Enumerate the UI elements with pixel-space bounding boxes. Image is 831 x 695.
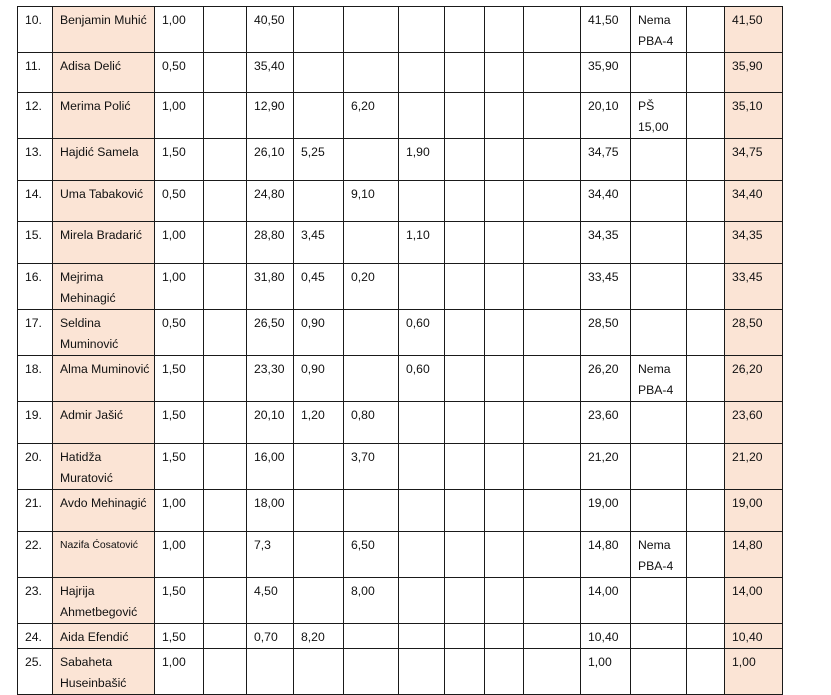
- cell-c10: 41,50: [581, 7, 631, 53]
- cell-c9: [524, 310, 581, 356]
- cell-c12: [687, 53, 725, 93]
- cell-c7: [445, 139, 485, 181]
- cell-c8: [485, 356, 524, 402]
- row-number: 16.: [18, 264, 53, 310]
- cell-c4: [294, 649, 344, 695]
- cell-c12: [687, 444, 725, 490]
- cell-c1: 1,00: [155, 222, 204, 264]
- table-row: [18, 444, 783, 490]
- cell-c3: 7,3: [247, 532, 294, 578]
- cell-c9: [524, 139, 581, 181]
- row-number: 22.: [18, 532, 53, 578]
- final-score: 34,40: [725, 181, 783, 222]
- cell-c9: [524, 578, 581, 624]
- cell-c6: [399, 93, 445, 139]
- cell-c3: 16,00: [247, 444, 294, 490]
- cell-c12: [687, 7, 725, 53]
- cell-c4: [294, 444, 344, 490]
- row-number: 20.: [18, 444, 53, 490]
- cell-c1: 1,50: [155, 624, 204, 649]
- table-row: [18, 7, 783, 53]
- cell-c8: [485, 532, 524, 578]
- cell-c4: [294, 93, 344, 139]
- cell-c5: 6,50: [344, 532, 399, 578]
- cell-c7: [445, 402, 485, 444]
- table-row: [18, 93, 783, 139]
- cell-c5: [344, 53, 399, 93]
- cell-c3: 26,50: [247, 310, 294, 356]
- cell-c11: [631, 310, 687, 356]
- cell-c6: [399, 181, 445, 222]
- row-number: 12.: [18, 93, 53, 139]
- row-number: 11.: [18, 53, 53, 93]
- cell-c2: [204, 356, 247, 402]
- cell-c8: [485, 93, 524, 139]
- cell-c12: [687, 310, 725, 356]
- cell-c7: [445, 490, 485, 532]
- cell-c12: [687, 222, 725, 264]
- participant-name: Nazifa Ćosatović: [53, 532, 155, 578]
- cell-c12: [687, 402, 725, 444]
- cell-c2: [204, 532, 247, 578]
- participant-name: Aida Efendić: [53, 624, 155, 649]
- cell-c10: 14,80: [581, 532, 631, 578]
- row-number: 19.: [18, 402, 53, 444]
- cell-c5: [344, 490, 399, 532]
- cell-c1: 1,50: [155, 402, 204, 444]
- cell-c12: [687, 181, 725, 222]
- participant-name: Sabaheta Huseinbašić: [53, 649, 155, 695]
- row-number: 24.: [18, 624, 53, 649]
- cell-c6: [399, 649, 445, 695]
- cell-c8: [485, 578, 524, 624]
- cell-c12: [687, 356, 725, 402]
- cell-c2: [204, 490, 247, 532]
- cell-c6: 0,60: [399, 310, 445, 356]
- cell-c1: 1,00: [155, 649, 204, 695]
- cell-c9: [524, 624, 581, 649]
- cell-c1: 1,00: [155, 264, 204, 310]
- cell-c10: 23,60: [581, 402, 631, 444]
- cell-c11: [631, 578, 687, 624]
- cell-c10: 26,20: [581, 356, 631, 402]
- cell-c5: 0,80: [344, 402, 399, 444]
- cell-c12: [687, 532, 725, 578]
- cell-c7: [445, 624, 485, 649]
- cell-c5: [344, 222, 399, 264]
- cell-c11: Nema PBA-4: [631, 532, 687, 578]
- cell-c12: [687, 264, 725, 310]
- cell-c10: 19,00: [581, 490, 631, 532]
- cell-c2: [204, 649, 247, 695]
- cell-c4: 3,45: [294, 222, 344, 264]
- cell-c10: 10,40: [581, 624, 631, 649]
- cell-c11: [631, 490, 687, 532]
- cell-c6: [399, 53, 445, 93]
- results-table: [17, 6, 783, 695]
- table-body: [18, 7, 783, 695]
- participant-name: Avdo Mehinagić: [53, 490, 155, 532]
- cell-c9: [524, 222, 581, 264]
- cell-c6: [399, 490, 445, 532]
- cell-c8: [485, 139, 524, 181]
- final-score: 34,35: [725, 222, 783, 264]
- row-number: 23.: [18, 578, 53, 624]
- cell-c9: [524, 93, 581, 139]
- cell-c11: [631, 139, 687, 181]
- cell-c4: [294, 578, 344, 624]
- cell-c6: [399, 402, 445, 444]
- cell-c6: 1,10: [399, 222, 445, 264]
- participant-name: Hatidža Muratović: [53, 444, 155, 490]
- cell-c6: [399, 444, 445, 490]
- cell-c10: 33,45: [581, 264, 631, 310]
- cell-c4: [294, 7, 344, 53]
- cell-c11: [631, 444, 687, 490]
- final-score: 14,00: [725, 578, 783, 624]
- cell-c5: 3,70: [344, 444, 399, 490]
- cell-c10: 21,20: [581, 444, 631, 490]
- cell-c1: 0,50: [155, 53, 204, 93]
- cell-c1: 0,50: [155, 181, 204, 222]
- final-score: 14,80: [725, 532, 783, 578]
- table-row: [18, 264, 783, 310]
- table-row: [18, 53, 783, 93]
- final-score: 28,50: [725, 310, 783, 356]
- cell-c10: 14,00: [581, 578, 631, 624]
- cell-c6: [399, 578, 445, 624]
- cell-c4: 1,20: [294, 402, 344, 444]
- cell-c5: [344, 356, 399, 402]
- final-score: 23,60: [725, 402, 783, 444]
- cell-c8: [485, 7, 524, 53]
- cell-c11: [631, 402, 687, 444]
- cell-c11: Nema PBA-4: [631, 7, 687, 53]
- cell-c3: 20,10: [247, 402, 294, 444]
- cell-c6: 0,60: [399, 356, 445, 402]
- cell-c7: [445, 444, 485, 490]
- cell-c8: [485, 310, 524, 356]
- cell-c9: [524, 402, 581, 444]
- row-number: 21.: [18, 490, 53, 532]
- cell-c8: [485, 444, 524, 490]
- table-row: [18, 624, 783, 649]
- cell-c4: [294, 490, 344, 532]
- cell-c1: 1,00: [155, 532, 204, 578]
- cell-c3: 12,90: [247, 93, 294, 139]
- row-number: 25.: [18, 649, 53, 695]
- cell-c1: 1,50: [155, 356, 204, 402]
- final-score: 34,75: [725, 139, 783, 181]
- participant-name: Adisa Delić: [53, 53, 155, 93]
- cell-c8: [485, 264, 524, 310]
- cell-c6: [399, 7, 445, 53]
- cell-c5: 0,20: [344, 264, 399, 310]
- cell-c4: [294, 53, 344, 93]
- cell-c9: [524, 181, 581, 222]
- cell-c5: [344, 310, 399, 356]
- cell-c11: [631, 624, 687, 649]
- participant-name: Hajdić Samela: [53, 139, 155, 181]
- cell-c4: 0,90: [294, 356, 344, 402]
- table-row: [18, 649, 783, 695]
- cell-c3: 0,70: [247, 624, 294, 649]
- cell-c11: PŠ 15,00: [631, 93, 687, 139]
- cell-c3: 40,50: [247, 7, 294, 53]
- cell-c11: [631, 264, 687, 310]
- cell-c11: Nema PBA-4: [631, 356, 687, 402]
- table-row: [18, 402, 783, 444]
- table-row: [18, 181, 783, 222]
- cell-c5: 8,00: [344, 578, 399, 624]
- cell-c3: 28,80: [247, 222, 294, 264]
- cell-c7: [445, 356, 485, 402]
- cell-c12: [687, 490, 725, 532]
- table-row: [18, 139, 783, 181]
- cell-c1: 1,50: [155, 444, 204, 490]
- cell-c7: [445, 310, 485, 356]
- participant-name: Admir Jašić: [53, 402, 155, 444]
- cell-c3: 35,40: [247, 53, 294, 93]
- cell-c11: [631, 222, 687, 264]
- row-number: 18.: [18, 356, 53, 402]
- cell-c3: 24,80: [247, 181, 294, 222]
- cell-c3: 18,00: [247, 490, 294, 532]
- cell-c9: [524, 264, 581, 310]
- participant-name: Benjamin Muhić: [53, 7, 155, 53]
- cell-c7: [445, 181, 485, 222]
- cell-c5: [344, 624, 399, 649]
- cell-c9: [524, 532, 581, 578]
- cell-c3: 23,30: [247, 356, 294, 402]
- cell-c7: [445, 649, 485, 695]
- cell-c12: [687, 139, 725, 181]
- cell-c12: [687, 649, 725, 695]
- cell-c7: [445, 93, 485, 139]
- table-row: [18, 222, 783, 264]
- table-row: [18, 578, 783, 624]
- cell-c7: [445, 7, 485, 53]
- table-row: [18, 356, 783, 402]
- cell-c9: [524, 7, 581, 53]
- cell-c10: 34,35: [581, 222, 631, 264]
- table-row: [18, 490, 783, 532]
- cell-c3: [247, 649, 294, 695]
- participant-name: Alma Muminović: [53, 356, 155, 402]
- final-score: 1,00: [725, 649, 783, 695]
- participant-name: Hajrija Ahmetbegović: [53, 578, 155, 624]
- cell-c9: [524, 649, 581, 695]
- cell-c6: [399, 624, 445, 649]
- final-score: 33,45: [725, 264, 783, 310]
- cell-c4: 5,25: [294, 139, 344, 181]
- cell-c1: 1,00: [155, 93, 204, 139]
- table-row: [18, 310, 783, 356]
- cell-c11: [631, 181, 687, 222]
- row-number: 10.: [18, 7, 53, 53]
- cell-c10: 34,40: [581, 181, 631, 222]
- cell-c1: 1,50: [155, 578, 204, 624]
- cell-c2: [204, 7, 247, 53]
- cell-c7: [445, 222, 485, 264]
- cell-c8: [485, 402, 524, 444]
- cell-c9: [524, 490, 581, 532]
- cell-c10: 28,50: [581, 310, 631, 356]
- row-number: 15.: [18, 222, 53, 264]
- row-number: 13.: [18, 139, 53, 181]
- row-number: 17.: [18, 310, 53, 356]
- table-row: [18, 532, 783, 578]
- cell-c2: [204, 578, 247, 624]
- final-score: 26,20: [725, 356, 783, 402]
- cell-c2: [204, 139, 247, 181]
- cell-c7: [445, 578, 485, 624]
- cell-c1: 0,50: [155, 310, 204, 356]
- final-score: 10,40: [725, 624, 783, 649]
- cell-c8: [485, 624, 524, 649]
- cell-c2: [204, 264, 247, 310]
- cell-c11: [631, 649, 687, 695]
- cell-c5: 6,20: [344, 93, 399, 139]
- cell-c8: [485, 649, 524, 695]
- final-score: 41,50: [725, 7, 783, 53]
- cell-c7: [445, 53, 485, 93]
- cell-c2: [204, 310, 247, 356]
- cell-c8: [485, 222, 524, 264]
- cell-c4: [294, 532, 344, 578]
- participant-name: Mejrima Mehinagić: [53, 264, 155, 310]
- cell-c10: 1,00: [581, 649, 631, 695]
- cell-c2: [204, 181, 247, 222]
- cell-c2: [204, 624, 247, 649]
- cell-c10: 20,10: [581, 93, 631, 139]
- participant-name: Seldina Muminović: [53, 310, 155, 356]
- cell-c1: 1,00: [155, 7, 204, 53]
- cell-c9: [524, 53, 581, 93]
- cell-c5: [344, 649, 399, 695]
- cell-c2: [204, 93, 247, 139]
- cell-c11: [631, 53, 687, 93]
- cell-c9: [524, 356, 581, 402]
- cell-c10: 35,90: [581, 53, 631, 93]
- cell-c7: [445, 264, 485, 310]
- cell-c12: [687, 578, 725, 624]
- participant-name: Mirela Bradarić: [53, 222, 155, 264]
- final-score: 21,20: [725, 444, 783, 490]
- cell-c4: 0,90: [294, 310, 344, 356]
- cell-c5: [344, 7, 399, 53]
- cell-c5: 9,10: [344, 181, 399, 222]
- cell-c5: [344, 139, 399, 181]
- cell-c3: 4,50: [247, 578, 294, 624]
- cell-c9: [524, 444, 581, 490]
- cell-c1: 1,50: [155, 139, 204, 181]
- final-score: 35,10: [725, 93, 783, 139]
- cell-c12: [687, 624, 725, 649]
- cell-c3: 26,10: [247, 139, 294, 181]
- row-number: 14.: [18, 181, 53, 222]
- cell-c12: [687, 93, 725, 139]
- cell-c7: [445, 532, 485, 578]
- cell-c2: [204, 444, 247, 490]
- cell-c1: 1,00: [155, 490, 204, 532]
- cell-c2: [204, 53, 247, 93]
- cell-c4: 8,20: [294, 624, 344, 649]
- participant-name: Uma Tabaković: [53, 181, 155, 222]
- final-score: 19,00: [725, 490, 783, 532]
- cell-c8: [485, 490, 524, 532]
- cell-c6: [399, 532, 445, 578]
- cell-c8: [485, 53, 524, 93]
- cell-c8: [485, 181, 524, 222]
- cell-c4: [294, 181, 344, 222]
- cell-c2: [204, 222, 247, 264]
- cell-c4: 0,45: [294, 264, 344, 310]
- cell-c10: 34,75: [581, 139, 631, 181]
- cell-c6: 1,90: [399, 139, 445, 181]
- cell-c6: [399, 264, 445, 310]
- cell-c3: 31,80: [247, 264, 294, 310]
- participant-name: Merima Polić: [53, 93, 155, 139]
- final-score: 35,90: [725, 53, 783, 93]
- cell-c2: [204, 402, 247, 444]
